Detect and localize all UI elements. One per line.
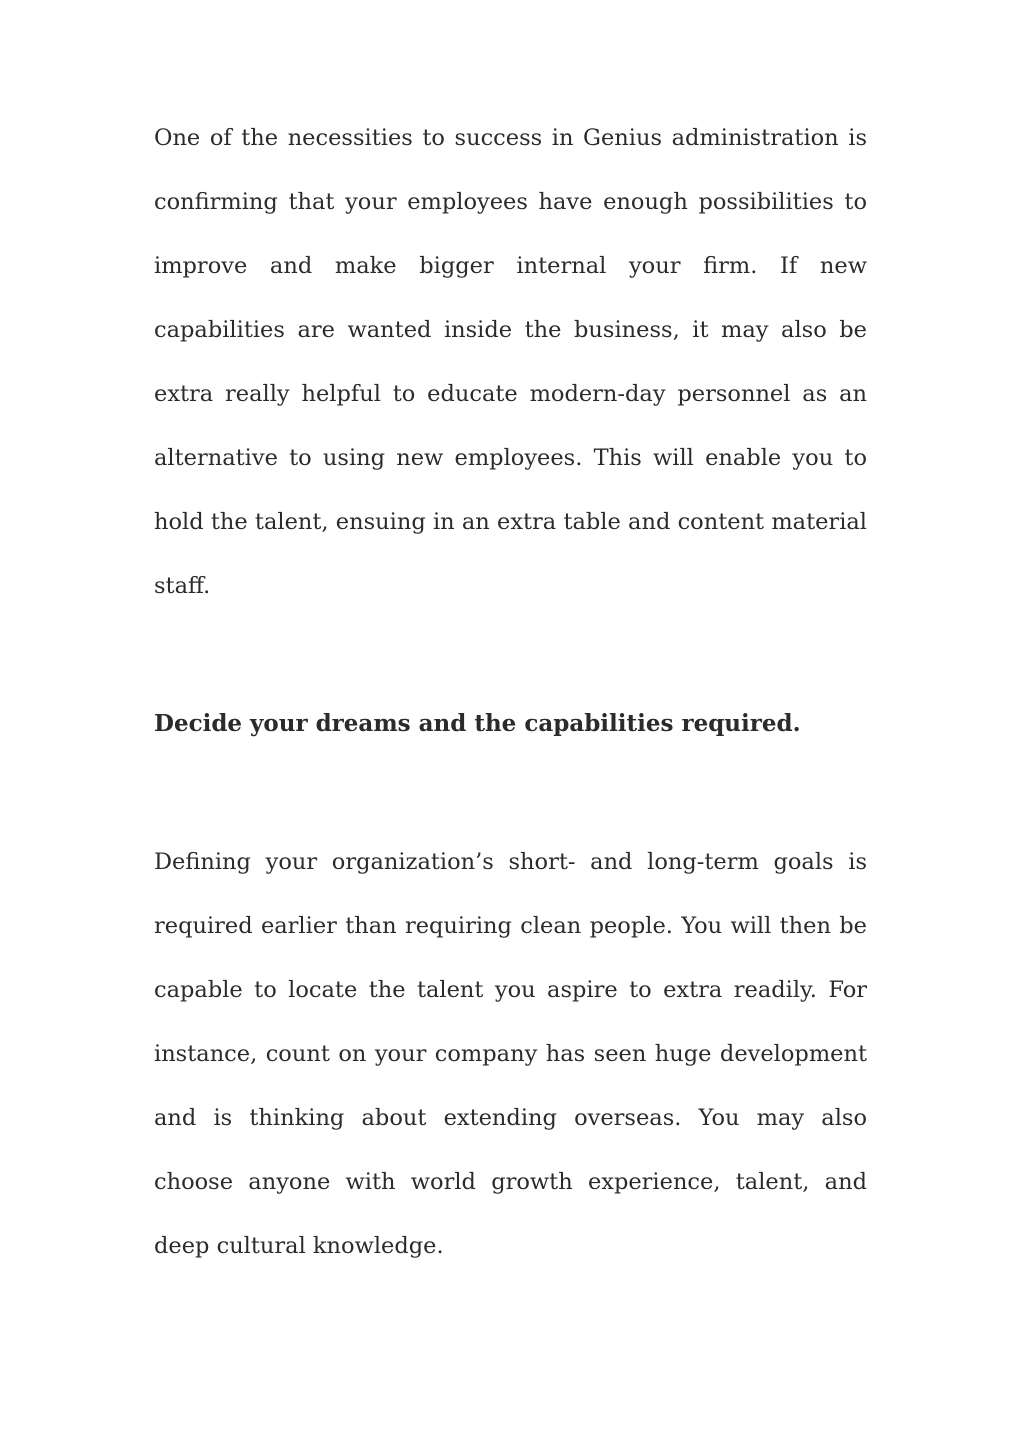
body-paragraph-intro: One of the necessities to success in Genius administration is confirming that your employees have enough possibilities to improve and make bigger internal your firm. If new capabilities are wanted inside the business, it may also be extra really helpful to educate modern-day personnel as an alternative to using new employees. This will enable you to hold the talent, ensuing in an extra table and content material staff. [154,125,867,599]
body-paragraph-goals: Defining your organization’s short- and long-term goals is required earlier than requiring clean people. You will then be capable to locate the talent you aspire to extra readily. For instance, count on your company has seen huge development and is thinking about extending overseas. You may also choose anyone with world growth experience, talent, and deep cultural knowledge. [154,849,867,1259]
section-heading: Decide your dreams and the capabilities required. [154,710,801,737]
document-body [154,106,867,1278]
